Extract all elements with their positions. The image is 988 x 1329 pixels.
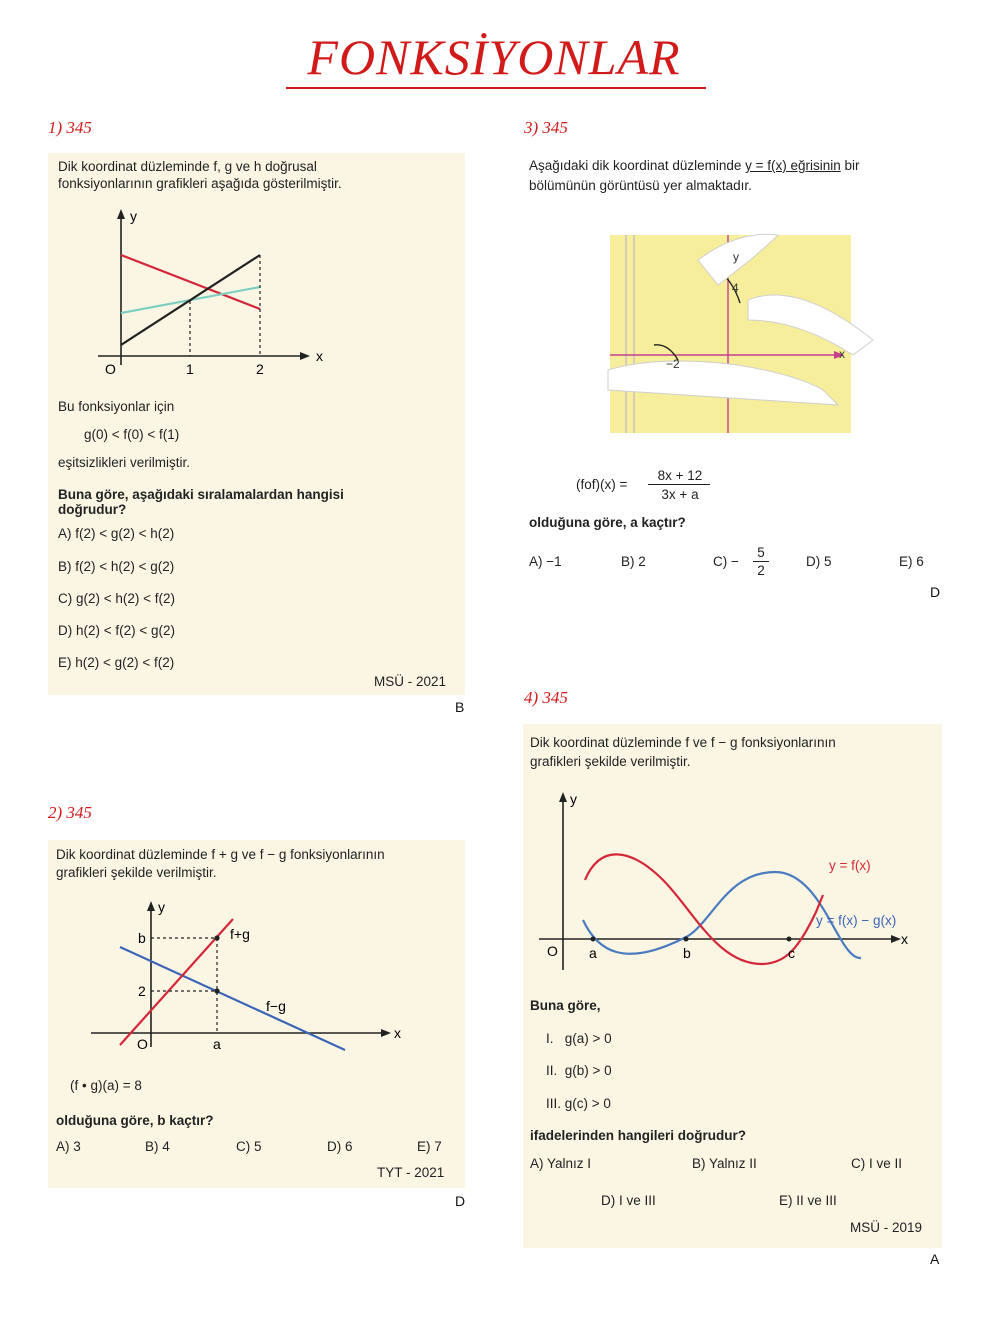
q3-y-label: y <box>733 250 739 264</box>
q2-tick-2: 2 <box>138 983 146 999</box>
q3-x-label: x <box>839 347 845 361</box>
q4-origin: O <box>547 943 558 959</box>
q4-label: 4) 345 <box>524 688 568 707</box>
q1-stem-2: fonksiyonlarının grafikleri aşağıda gösterilmiştir. <box>58 176 342 191</box>
q4-source: MSÜ - 2019 <box>850 1220 923 1235</box>
q4-x-label: x <box>901 931 908 947</box>
q4-y-label: y <box>570 791 577 807</box>
q2-stem-2: grafikleri şekilde verilmiştir. <box>56 865 217 880</box>
q4-point-b <box>684 937 689 942</box>
q1-question-1: Buna göre, aşağıdaki sıralamalardan hangisi <box>58 487 344 502</box>
q3-graph <box>598 205 883 440</box>
q4-option-b: B) Yalnız II <box>692 1156 757 1171</box>
q2-tick-b: b <box>138 930 146 946</box>
q2-tick-a: a <box>213 1036 221 1052</box>
q4-graph <box>523 780 942 975</box>
q2-formula: (f • g)(a) = 8 <box>70 1078 142 1093</box>
q3-option-c: C) − <box>713 554 739 569</box>
q4-statement-3: III. g(c) > 0 <box>546 1096 611 1111</box>
q1-option-d: D) h(2) < f(2) < g(2) <box>58 623 176 638</box>
q3-label: 3) 345 <box>524 118 568 137</box>
q2-origin: O <box>137 1036 148 1052</box>
q1-tick-1: 1 <box>186 361 194 377</box>
q4-label-f-minus-g: y = f(x) − g(x) <box>816 913 897 928</box>
q1-label: 1) 345 <box>48 118 92 137</box>
q3-stem-link: y = f(x) eğrisinin <box>745 158 841 173</box>
q2-question: olduğuna göre, b kaçtır? <box>56 1113 214 1128</box>
q1-option-b: B) f(2) < h(2) < g(2) <box>58 559 175 574</box>
q3-stem-2: bölümünün görüntüsü yer almaktadır. <box>529 178 752 193</box>
q2-y-arrow <box>147 901 155 911</box>
q1-graph <box>48 195 465 385</box>
q1-x-arrow <box>300 352 310 360</box>
q1-stem-1: Dik koordinat düzleminde f, g ve h doğrusal <box>58 159 317 174</box>
q4-prompt: Buna göre, <box>530 998 601 1013</box>
q4-question: ifadelerinden hangileri doğrudur? <box>530 1128 747 1143</box>
q4-y-arrow <box>559 792 567 802</box>
q1-mid-1: Bu fonksiyonlar için <box>58 399 175 414</box>
q4-point-a <box>591 937 596 942</box>
q2-graph <box>48 892 465 1064</box>
q3-option-d: D) 5 <box>806 554 832 569</box>
q3-stem-post: bir <box>840 158 860 173</box>
page-title: FONKSİYONLAR <box>307 29 681 85</box>
q1-origin: O <box>105 361 116 377</box>
title-underline <box>286 87 706 89</box>
q1-x-label: x <box>316 348 323 364</box>
q4-label-f: y = f(x) <box>829 858 871 873</box>
q4-point-c <box>787 937 792 942</box>
q3-formula-den: 3x + a <box>661 487 699 502</box>
q2-option-c: C) 5 <box>236 1139 262 1154</box>
q2-x-arrow <box>381 1029 391 1037</box>
q3-option-c-den: 2 <box>757 563 765 578</box>
q2-stem-1: Dik koordinat düzleminde f + g ve f − g fonksiyonlarının <box>56 847 385 862</box>
q1-option-e: E) h(2) < g(2) < f(2) <box>58 655 175 670</box>
q3-tick-4: 4 <box>732 281 739 295</box>
q4-tick-b: b <box>683 945 691 961</box>
q3-formula-lhs: (fof)(x) = <box>576 477 628 492</box>
q4-stem-2: grafikleri şekilde verilmiştir. <box>530 754 691 769</box>
q3-answer: D <box>930 584 941 600</box>
q2-option-b: B) 4 <box>145 1139 170 1154</box>
q2-label: 2) 345 <box>48 803 92 822</box>
q3-option-b: B) 2 <box>621 554 646 569</box>
q1-answer: B <box>455 699 465 715</box>
q2-x-label: x <box>394 1025 401 1041</box>
q4-tick-c: c <box>788 945 795 961</box>
q4-option-a: A) Yalnız I <box>530 1156 592 1171</box>
q4-answer: A <box>930 1251 940 1267</box>
q4-tick-a: a <box>589 945 597 961</box>
q2-label-f-plus-g: f+g <box>230 926 250 942</box>
q1-y-label: y <box>130 208 137 224</box>
q3-question: olduğuna göre, a kaçtır? <box>529 515 686 530</box>
q1-mid-2: eşitsizlikleri verilmiştir. <box>58 455 191 470</box>
q4-option-d: D) I ve III <box>601 1193 656 1208</box>
q1-tick-2: 2 <box>256 361 264 377</box>
q2-line-f-minus-g <box>120 947 345 1050</box>
q2-label-f-minus-g: f−g <box>266 998 286 1014</box>
q3-formula-bar <box>648 484 710 485</box>
q3-stem-pre: Aşağıdaki dik koordinat düzleminde <box>529 158 746 173</box>
q3-option-c-num: 5 <box>757 545 765 560</box>
q1-source: MSÜ - 2021 <box>374 674 447 689</box>
q4-option-e: E) II ve III <box>779 1193 837 1208</box>
q4-option-c: C) I ve II <box>851 1156 903 1171</box>
q4-x-arrow <box>891 935 901 943</box>
q1-option-a: A) f(2) < g(2) < h(2) <box>58 526 175 541</box>
q1-y-arrow <box>117 209 125 219</box>
q3-option-a: A) −1 <box>529 554 562 569</box>
q2-source: TYT - 2021 <box>377 1165 445 1180</box>
q2-answer: D <box>455 1193 466 1209</box>
q3-tick-neg2: −2 <box>666 357 680 371</box>
q2-option-e: E) 7 <box>417 1139 442 1154</box>
q2-point-b <box>214 935 219 940</box>
q4-statement-1: I. g(a) > 0 <box>546 1031 612 1046</box>
q1-question-2: doğrudur? <box>58 502 127 517</box>
q3-formula-num: 8x + 12 <box>657 468 703 483</box>
q3-stem-1 <box>529 157 860 174</box>
q4-stem-1: Dik koordinat düzleminde f ve f − g fonksiyonlarının <box>530 735 836 750</box>
q3-option-e: E) 6 <box>899 554 924 569</box>
q2-point-2 <box>214 988 219 993</box>
q2-y-label: y <box>158 899 165 915</box>
q4-statement-2: II. g(b) > 0 <box>546 1063 612 1078</box>
q1-option-c: C) g(2) < h(2) < f(2) <box>58 591 176 606</box>
q1-formula: g(0) < f(0) < f(1) <box>84 427 180 442</box>
q2-option-a: A) 3 <box>56 1139 81 1154</box>
q2-option-d: D) 6 <box>327 1139 353 1154</box>
